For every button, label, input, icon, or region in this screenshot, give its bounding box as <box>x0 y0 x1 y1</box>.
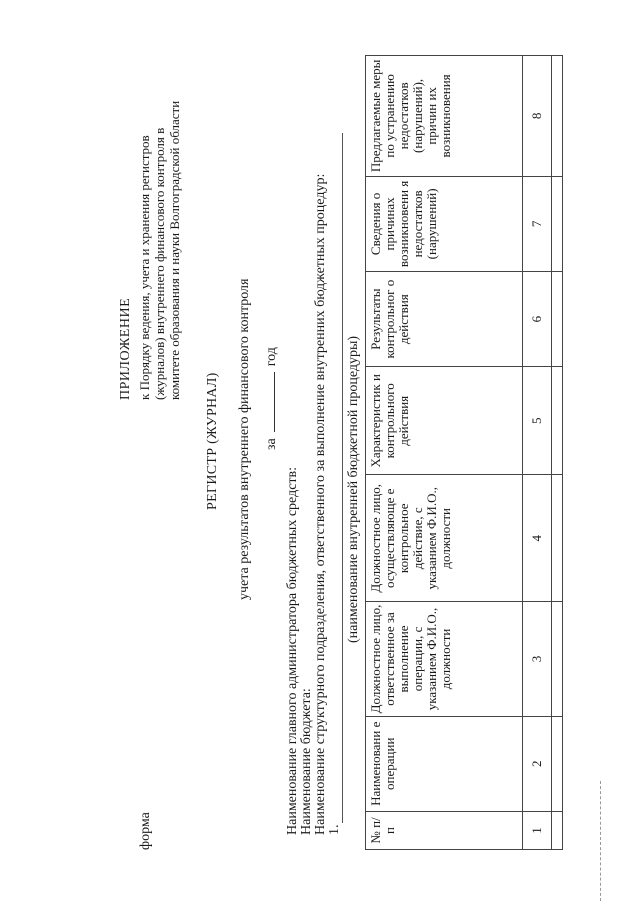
appendix-heading: ПРИЛОЖЕНИЕ <box>118 297 133 400</box>
col-number-2: 2 <box>523 716 552 811</box>
table-cell <box>552 56 563 177</box>
table-cell <box>552 602 563 716</box>
field-procedure-number: 1. <box>327 824 342 835</box>
col-number-3: 3 <box>523 602 552 716</box>
table-cell <box>552 716 563 811</box>
period-suffix: год <box>264 347 279 367</box>
procedure-underline <box>342 133 343 823</box>
col-number-1: 1 <box>523 811 552 849</box>
register-subtitle: учета результатов внутреннего финансового контроля <box>237 278 252 600</box>
col-header-measures: Предлагаемые меры по устранению недостатков (нарушений), причин их возникновения <box>366 56 523 177</box>
field-main-administrator: Наименование главного администратора бюджетных средств: <box>285 466 300 835</box>
col-number-8: 8 <box>523 56 552 177</box>
procedure-caption: (наименование внутренней бюджетной процедуры) <box>346 335 361 643</box>
table-row <box>552 56 563 850</box>
col-number-7: 7 <box>523 176 552 271</box>
period-line <box>262 347 280 450</box>
col-header-operation: Наименовани е операции <box>366 716 523 811</box>
appendix-block <box>118 40 182 400</box>
table-cell <box>552 272 563 367</box>
field-budget-name: Наименование бюджета: <box>299 688 314 835</box>
col-header-causes: Сведения о причинах возникновени я недостатков (нарушений) <box>366 176 523 271</box>
col-header-controller: Должностное лицо, осуществляюще е контрольное действие, с указанием Ф.И.О., должности <box>366 475 523 602</box>
year-blank-line <box>262 372 275 432</box>
table-cell <box>552 475 563 602</box>
period-prefix: за <box>264 438 279 450</box>
table-cell <box>552 176 563 271</box>
table-cell <box>552 367 563 475</box>
col-header-characteristic: Характеристик и контрольного действия <box>366 367 523 475</box>
scan-artifact-line <box>600 781 601 901</box>
form-label: форма <box>138 812 153 850</box>
col-number-5: 5 <box>523 367 552 475</box>
register-title: РЕГИСТР (ЖУРНАЛ) <box>205 372 220 510</box>
col-number-6: 6 <box>523 272 552 367</box>
col-header-result: Результаты контрольног о действия <box>366 272 523 367</box>
field-structural-unit: Наименование структурного подразделения, ответственного за выполнение внутренних бюджетных процедур: <box>313 173 328 835</box>
col-number-4: 4 <box>523 475 552 602</box>
col-header-number: № п/п <box>366 811 523 849</box>
register-table <box>365 55 563 850</box>
table-cell <box>552 811 563 849</box>
table-header-row <box>366 56 523 850</box>
appendix-text: к Порядку ведения, учета и хранения регистров (журналов) внутреннего финансового контроля в комитете образования и науки Волгоградской области <box>137 100 182 400</box>
col-header-responsible: Должностное лицо, ответственное за выполнение операции, с указанием Ф.И.О., должности <box>366 602 523 716</box>
table-number-row <box>523 56 552 850</box>
